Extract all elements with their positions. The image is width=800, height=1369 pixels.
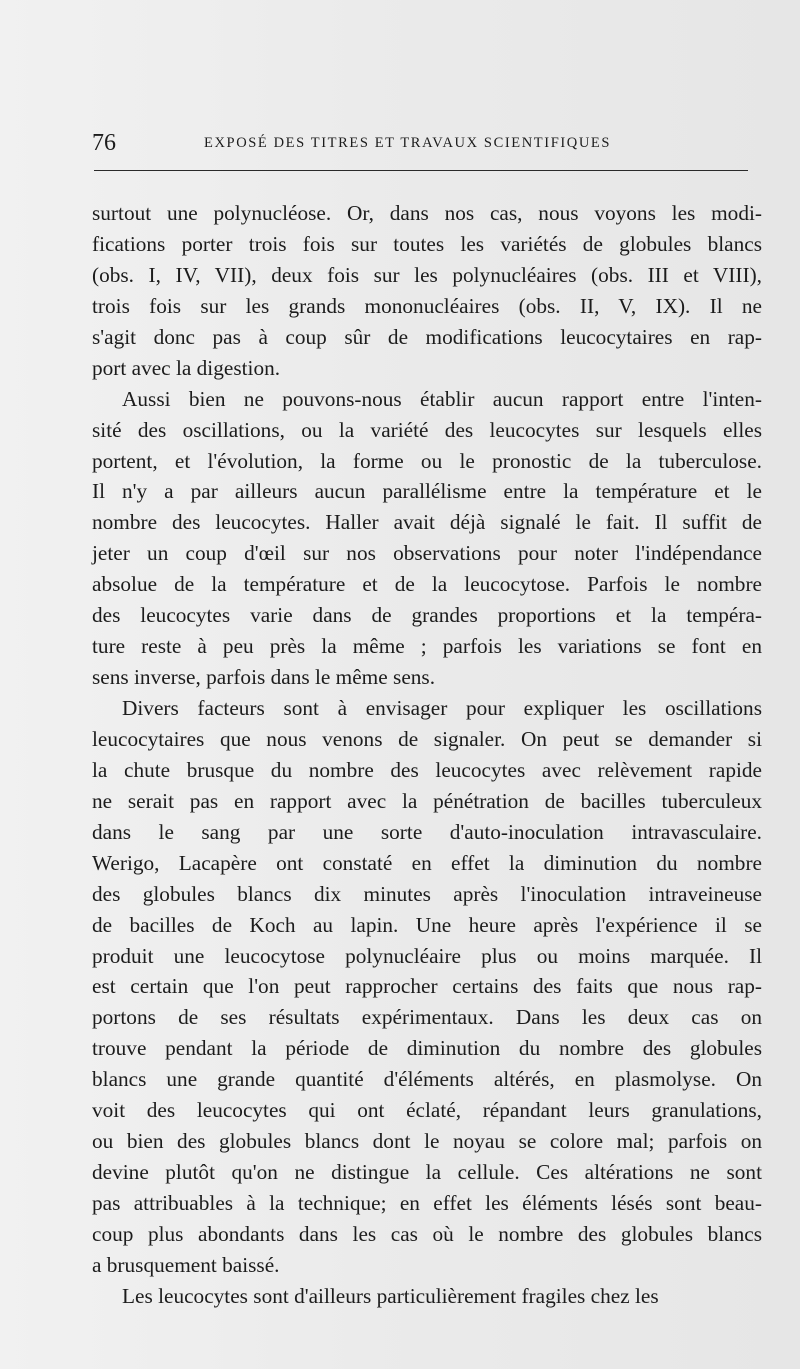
text-line: sens inverse, parfois dans le même sens. xyxy=(92,665,436,690)
text-line: Les leucocytes sont d'ailleurs particulièrement fragiles chez les xyxy=(122,1283,659,1308)
text-line: jeter un coup d'œil sur nos observations pour noter l'indépendance xyxy=(92,541,762,566)
text-line: nombre des leucocytes. Haller avait déjà signalé le fait. Il suffit de xyxy=(92,510,762,535)
header-rule xyxy=(94,170,748,171)
paragraph xyxy=(92,198,762,384)
text-line: blancs une grande quantité d'éléments altérés, en plasmolyse. On xyxy=(92,1067,762,1092)
text-line: des globules blancs dix minutes après l'inoculation intraveineuse xyxy=(92,881,762,906)
text-line: ne serait pas en rapport avec la pénétration de bacilles tuberculeux xyxy=(92,788,762,813)
text-line: Aussi bien ne pouvons-nous établir aucun rapport entre l'inten- xyxy=(122,386,762,411)
text-line: (obs. I, IV, VII), deux fois sur les polynucléaires (obs. III et VIII), xyxy=(92,262,762,287)
text-line: a brusquement baissé. xyxy=(92,1252,280,1277)
text-line: des leucocytes varie dans de grandes proportions et la tempéra- xyxy=(92,603,762,628)
text-line: ture reste à peu près la même ; parfois les variations se font en xyxy=(92,634,762,659)
paragraph xyxy=(92,693,762,1281)
text-line: leucocytaires que nous venons de signaler. On peut se demander si xyxy=(92,726,762,751)
text-line: fications porter trois fois sur toutes les variétés de globules blancs xyxy=(92,231,762,256)
text-line: Werigo, Lacapère ont constaté en effet la diminution du nombre xyxy=(92,850,762,875)
text-line: absolue de la température et de la leucocytose. Parfois le nombre xyxy=(92,572,762,597)
paragraph xyxy=(92,1281,762,1312)
text-line: trouve pendant la période de diminution du nombre des globules xyxy=(92,1036,762,1061)
paragraph xyxy=(92,384,762,693)
text-line: de bacilles de Koch au lapin. Une heure après l'expérience il se xyxy=(92,912,762,937)
text-line: dans le sang par une sorte d'auto-inoculation intravasculaire. xyxy=(92,819,762,844)
text-line: est certain que l'on peut rapprocher certains des faits que nous rap- xyxy=(92,974,762,999)
page-header xyxy=(92,128,752,158)
text-line: Il n'y a par ailleurs aucun parallélisme entre la température et le xyxy=(92,479,762,504)
text-line: pas attribuables à la technique; en effet les éléments lésés sont beau- xyxy=(92,1191,762,1215)
text-line: Divers facteurs sont à envisager pour expliquer les oscillations xyxy=(122,696,762,720)
page-number: 76 xyxy=(92,130,116,156)
text-line: trois fois sur les grands mononucléaires (obs. II, V, IX). Il ne xyxy=(92,293,762,318)
text-line: ou bien des globules blancs dont le noyau se colore mal; parfois on xyxy=(92,1129,762,1154)
text-line: surtout une polynucléose. Or, dans nos cas, nous voyons les modi- xyxy=(92,201,762,225)
text-line: produit une leucocytose polynucléaire plus ou moins marquée. Il xyxy=(92,943,762,968)
text-line: s'agit donc pas à coup sûr de modifications leucocytaires en rap- xyxy=(92,324,762,349)
text-line: portons de ses résultats expérimentaux. Dans les deux cas on xyxy=(92,1005,762,1030)
text-line: voit des leucocytes qui ont éclaté, répandant leurs granulations, xyxy=(92,1098,762,1123)
text-line: portent, et l'évolution, la forme ou le pronostic de la tuberculose. xyxy=(92,448,762,473)
running-title: EXPOSÉ DES TITRES ET TRAVAUX SCIENTIFIQUES xyxy=(204,135,612,151)
text-line: port avec la digestion. xyxy=(92,355,281,380)
body-text xyxy=(92,198,762,1312)
text-line: la chute brusque du nombre des leucocytes avec relèvement rapide xyxy=(92,757,762,782)
text-line: coup plus abondants dans les cas où le nombre des globules blancs xyxy=(92,1221,762,1246)
text-line: devine plutôt qu'on ne distingue la cellule. Ces altérations ne sont xyxy=(92,1160,762,1185)
text-line: sité des oscillations, ou la variété des leucocytes sur lesquels elles xyxy=(92,417,762,442)
